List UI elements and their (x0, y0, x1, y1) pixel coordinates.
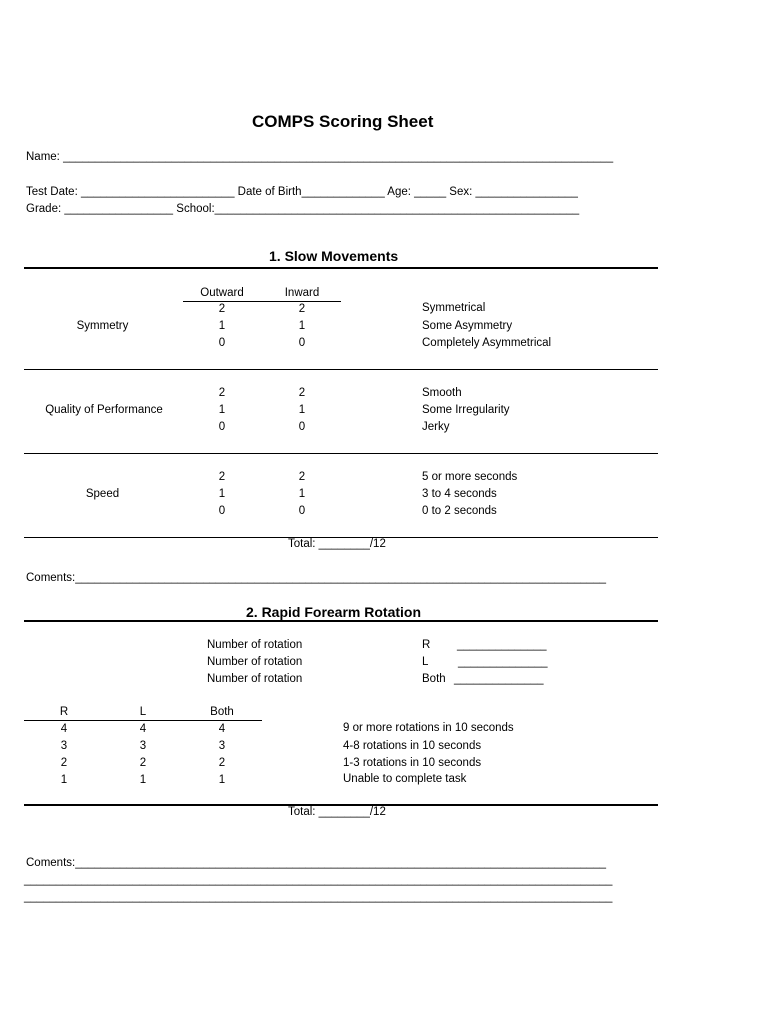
col-l-header: L (139, 706, 147, 718)
score-inward: 2 (298, 303, 306, 315)
score-both: 3 (218, 740, 226, 752)
rotation-label: Number of rotation (207, 656, 303, 668)
rotation-side: Both (422, 673, 446, 685)
score-both: 4 (218, 723, 226, 735)
rotation-side: L (422, 656, 429, 668)
score-outward: 1 (218, 488, 226, 500)
score-inward: 1 (298, 320, 306, 332)
name-field[interactable]: Name: ______________________________________________________________________________________ (26, 151, 614, 163)
score-description: Symmetrical (422, 302, 486, 314)
criterion-label: Quality of Performance (45, 404, 163, 416)
score-outward: 0 (218, 505, 226, 517)
test-info-line[interactable]: Test Date: ________________________ Date of Birth_____________ Age: _____ Sex: ________________ (26, 186, 578, 198)
score-outward: 2 (218, 471, 226, 483)
score-description: Some Irregularity (422, 404, 510, 416)
score-outward: 1 (218, 404, 226, 416)
section1-title: 1. Slow Movements (269, 248, 399, 264)
rotation-label: Number of rotation (207, 639, 303, 651)
row-divider (24, 369, 658, 370)
score-r: 4 (60, 723, 68, 735)
col-outward-header: Outward (200, 287, 244, 299)
row-divider (24, 453, 658, 454)
grade-school-line[interactable]: Grade: _________________ School:_________________________________________________________ (26, 203, 580, 215)
score-description: 1-3 rotations in 10 seconds (343, 757, 482, 769)
score-l: 4 (139, 723, 147, 735)
score-description: 0 to 2 seconds (422, 505, 497, 517)
score-r: 1 (60, 774, 68, 786)
score-inward: 2 (298, 387, 306, 399)
score-description: 4-8 rotations in 10 seconds (343, 740, 482, 752)
section2-title: 2. Rapid Forearm Rotation (246, 604, 422, 620)
page-title: COMPS Scoring Sheet (252, 112, 434, 131)
score-description: Some Asymmetry (422, 320, 513, 332)
score-description: 5 or more seconds (422, 471, 518, 483)
score-inward: 1 (298, 488, 306, 500)
score-description: Jerky (422, 421, 450, 433)
rotation-r-field[interactable]: ______________ (457, 639, 547, 651)
rotation-l-field[interactable]: ______________ (458, 656, 548, 668)
col-r-header: R (59, 706, 69, 718)
score-l: 3 (139, 740, 147, 752)
rotation-label: Number of rotation (207, 673, 303, 685)
section1-header-underline (183, 301, 341, 302)
score-description: Smooth (422, 387, 462, 399)
score-l: 1 (139, 774, 147, 786)
score-description: Unable to complete task (343, 773, 467, 785)
score-outward: 1 (218, 320, 226, 332)
score-description: 3 to 4 seconds (422, 488, 497, 500)
score-both: 2 (218, 757, 226, 769)
score-r: 3 (60, 740, 68, 752)
score-outward: 2 (218, 303, 226, 315)
section2-header-underline (24, 720, 262, 721)
rotation-both-field[interactable]: ______________ (454, 673, 544, 685)
section1-top-rule (24, 267, 658, 269)
section2-total[interactable]: Total: ________/12 (288, 806, 386, 818)
score-inward: 0 (298, 505, 306, 517)
score-inward: 0 (298, 337, 306, 349)
criterion-label: Symmetry (76, 320, 129, 332)
score-inward: 0 (298, 421, 306, 433)
score-outward: 2 (218, 387, 226, 399)
comments-extra-line[interactable]: ____________________________________________________________________________________________ (24, 874, 613, 886)
score-l: 2 (139, 757, 147, 769)
score-inward: 2 (298, 471, 306, 483)
score-r: 2 (60, 757, 68, 769)
comments-extra-line[interactable]: ____________________________________________________________________________________________ (24, 891, 613, 903)
score-description: 9 or more rotations in 10 seconds (343, 722, 514, 734)
col-inward-header: Inward (284, 287, 320, 299)
score-description: Completely Asymmetrical (422, 337, 552, 349)
section1-comments[interactable]: Coments:___________________________________________________________________________________ (26, 572, 607, 584)
section2-comments[interactable]: Coments:___________________________________________________________________________________ (26, 857, 607, 869)
criterion-label: Speed (85, 488, 120, 500)
score-outward: 0 (218, 421, 226, 433)
score-both: 1 (218, 774, 226, 786)
section2-top-rule (24, 620, 658, 622)
rotation-side: R (422, 639, 431, 651)
score-outward: 0 (218, 337, 226, 349)
section1-total[interactable]: Total: ________/12 (288, 538, 386, 550)
score-inward: 1 (298, 404, 306, 416)
col-both-header: Both (210, 706, 234, 718)
